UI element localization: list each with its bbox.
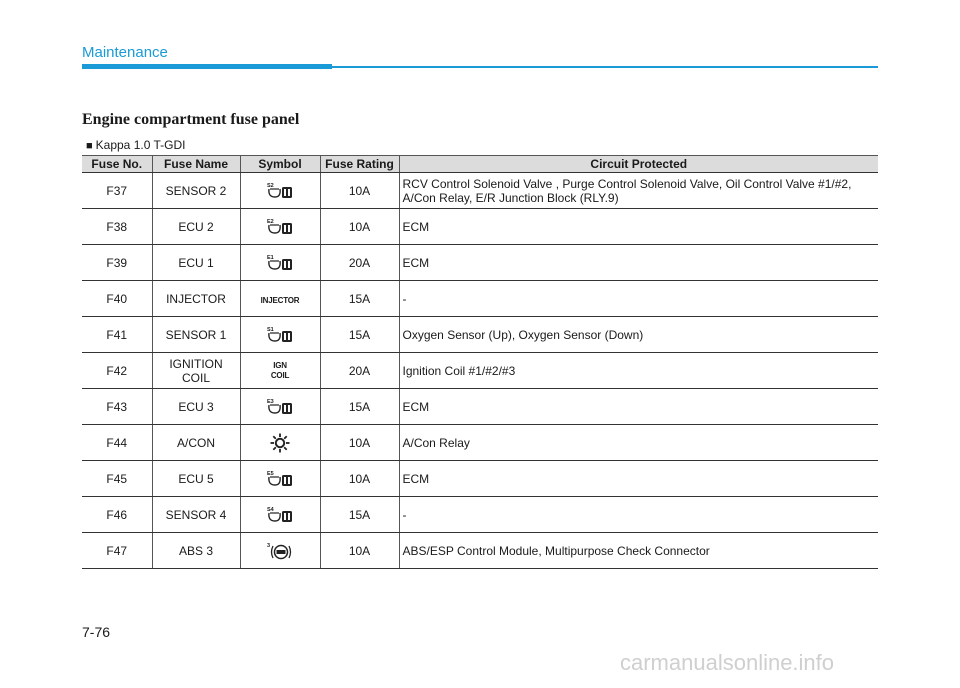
- fuse-no: F45: [82, 461, 152, 497]
- table-header-row: [82, 156, 878, 173]
- ac-snowflake-icon-graphic: [269, 432, 291, 454]
- circuit-protected: ECM: [399, 461, 878, 497]
- fuse-no: F43: [82, 389, 152, 425]
- watermark: carmanualsonline.info: [620, 650, 835, 675]
- col-header-fuse-no: Fuse No.: [82, 156, 152, 173]
- circuit-protected: -: [399, 281, 878, 317]
- table-row: [82, 317, 878, 353]
- fuse-rating: 20A: [320, 353, 399, 389]
- engine-ecu-icon: [265, 396, 295, 418]
- circuit-protected: -: [399, 497, 878, 533]
- circuit-protected: Oxygen Sensor (Up), Oxygen Sensor (Down): [399, 317, 878, 353]
- page-heading: Engine compartment fuse panel: [82, 111, 300, 128]
- fuse-symbol: [240, 317, 320, 353]
- fuse-symbol: [240, 389, 320, 425]
- fuse-no: F40: [82, 281, 152, 317]
- fuse-rating: 10A: [320, 173, 399, 209]
- fuse-name: SENSOR 4: [152, 497, 240, 533]
- fuse-symbol: [240, 461, 320, 497]
- table-row: [82, 173, 878, 209]
- fuse-rating: 20A: [320, 245, 399, 281]
- symbol-code: E2: [267, 218, 274, 225]
- header-rule-thin: [332, 66, 878, 68]
- circuit-protected: Ignition Coil #1/#2/#3: [399, 353, 878, 389]
- symbol-text: IGN COIL: [270, 360, 290, 380]
- subheading: [86, 138, 186, 152]
- engine-ecu-icon-graphic: [267, 221, 293, 235]
- fuse-no: F38: [82, 209, 152, 245]
- engine-sensor-icon-graphic: [267, 509, 293, 523]
- col-header-circuit: Circuit Protected: [399, 156, 878, 173]
- page-number: 7-76: [82, 624, 111, 640]
- fuse-name: A/CON: [152, 425, 240, 461]
- fuse-symbol: [240, 209, 320, 245]
- fuse-symbol: [240, 353, 320, 389]
- table-row: [82, 497, 878, 533]
- engine-sensor-icon-graphic: [267, 329, 293, 343]
- circuit-protected: ECM: [399, 389, 878, 425]
- symbol-code: E1: [267, 254, 274, 261]
- fuse-rating: 15A: [320, 389, 399, 425]
- col-header-symbol: Symbol: [240, 156, 320, 173]
- fuse-no: F47: [82, 533, 152, 569]
- fuse-no: F42: [82, 353, 152, 389]
- table-row: [82, 461, 878, 497]
- fuse-symbol: [240, 173, 320, 209]
- subheading-label: Kappa 1.0 T-GDI: [95, 138, 186, 152]
- fuse-rating: 10A: [320, 533, 399, 569]
- engine-sensor-icon: [265, 180, 295, 202]
- engine-ecu-icon-graphic: [267, 401, 293, 415]
- fuse-name: SENSOR 1: [152, 317, 240, 353]
- engine-ecu-icon-graphic: [267, 257, 293, 271]
- fuse-name: ABS 3: [152, 533, 240, 569]
- fuse-rating: 15A: [320, 317, 399, 353]
- fuse-rating: 10A: [320, 461, 399, 497]
- symbol-code: S4: [267, 506, 274, 513]
- table-row: [82, 533, 878, 569]
- engine-sensor-icon-graphic: [267, 185, 293, 199]
- fuse-name: ECU 5: [152, 461, 240, 497]
- fuse-rating: 10A: [320, 209, 399, 245]
- symbol-code: E3: [267, 398, 274, 405]
- ac-snowflake-icon: [265, 432, 295, 454]
- table-row: [82, 425, 878, 461]
- fuse-name: SENSOR 2: [152, 173, 240, 209]
- engine-ecu-icon-graphic: [267, 473, 293, 487]
- table-row: [82, 245, 878, 281]
- fuse-symbol: [240, 425, 320, 461]
- col-header-fuse-rating: Fuse Rating: [320, 156, 399, 173]
- table-row: [82, 209, 878, 245]
- engine-ecu-icon: [265, 216, 295, 238]
- abs-icon: [265, 540, 295, 562]
- fuse-name: INJECTOR: [152, 281, 240, 317]
- fuse-rating: 15A: [320, 497, 399, 533]
- fuse-table: [82, 155, 878, 569]
- circuit-protected: RCV Control Solenoid Valve , Purge Control Solenoid Valve, Oil Control Valve #1/#2, A/Con Relay, E/R Junction Block (RLY.9): [399, 173, 878, 209]
- circuit-protected: ABS/ESP Control Module, Multipurpose Check Connector: [399, 533, 878, 569]
- table-row: [82, 353, 878, 389]
- fuse-rating: 15A: [320, 281, 399, 317]
- symbol-code: E5: [267, 470, 274, 477]
- abs-icon-graphic: [270, 543, 292, 561]
- symbol-text: INJECTOR: [260, 295, 300, 305]
- fuse-no: F39: [82, 245, 152, 281]
- fuse-symbol: [240, 245, 320, 281]
- fuse-no: F44: [82, 425, 152, 461]
- engine-sensor-icon: [265, 324, 295, 346]
- circuit-protected: ECM: [399, 209, 878, 245]
- table-row: [82, 281, 878, 317]
- col-header-fuse-name: Fuse Name: [152, 156, 240, 173]
- fuse-no: F37: [82, 173, 152, 209]
- symbol-code: S1: [267, 326, 274, 333]
- fuse-no: F41: [82, 317, 152, 353]
- fuse-rating: 10A: [320, 425, 399, 461]
- engine-ecu-icon: [265, 252, 295, 274]
- fuse-symbol: [240, 497, 320, 533]
- engine-sensor-icon: [265, 504, 295, 526]
- table-row: [82, 389, 878, 425]
- engine-ecu-icon: [265, 468, 295, 490]
- fuse-symbol: [240, 281, 320, 317]
- fuse-symbol: [240, 533, 320, 569]
- fuse-no: F46: [82, 497, 152, 533]
- fuse-name: IGNITION COIL: [152, 353, 240, 389]
- fuse-name: ECU 2: [152, 209, 240, 245]
- header-rule-thick: [82, 64, 332, 69]
- circuit-protected: ECM: [399, 245, 878, 281]
- fuse-name: ECU 3: [152, 389, 240, 425]
- fuse-name: ECU 1: [152, 245, 240, 281]
- symbol-code: 3: [267, 542, 271, 549]
- symbol-code: S2: [267, 182, 274, 189]
- bullet-square-icon: ■: [86, 140, 93, 152]
- circuit-protected: A/Con Relay: [399, 425, 878, 461]
- section-title: Maintenance: [82, 44, 168, 61]
